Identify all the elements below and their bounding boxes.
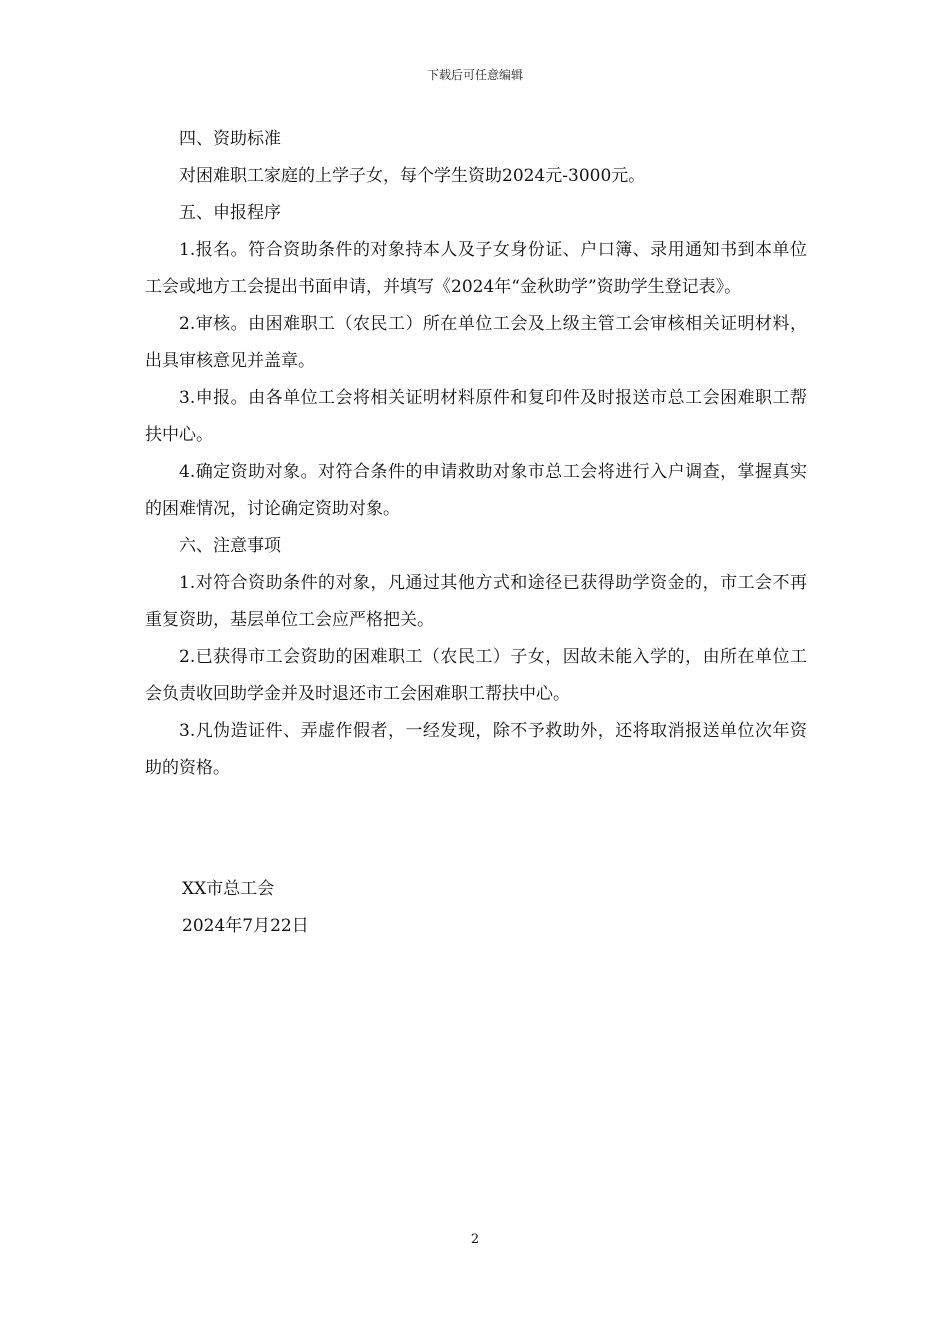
paragraph-determine-recipients: 4.确定资助对象。对符合条件的申请救助对象市总工会将进行入户调查，掌握真实的困难情况，讨论确定资助对象。 (145, 462, 807, 519)
section-heading-notes: 六、注意事项 (179, 536, 281, 556)
paragraph-submission: 3.申报。由各单位工会将相关证明材料原件和复印件及时报送市总工会困难职工帮扶中心。 (145, 388, 807, 445)
paragraph-registration: 1.报名。符合资助条件的对象持本人及子女身份证、户口簿、录用通知书到本单位工会或地方工会提出书面申请，并填写《2024年“金秋助学”资助学生登记表》。 (145, 240, 807, 297)
header-note: 下载后可任意编辑 (426, 68, 523, 82)
section-heading-funding-standard: 四、资助标准 (179, 129, 281, 149)
paragraph-review: 2.审核。由困难职工（农民工）所在单位工会及上级主管工会审核相关证明材料，出具审核意见并盖章。 (145, 314, 807, 371)
signature-organization: XX市总工会 (182, 879, 275, 899)
section-heading-application-procedure: 五、申报程序 (179, 203, 281, 223)
signature-block (182, 871, 309, 945)
paragraph-funding-amount: 对困难职工家庭的上学子女，每个学生资助2024元-3000元。 (179, 166, 646, 186)
paragraph-note-3: 3.凡伪造证件、弄虚作假者，一经发现，除不予救助外，还将取消报送单位次年资助的资格。 (145, 721, 807, 778)
paragraph-note-1: 1.对符合资助条件的对象，凡通过其他方式和途径已获得助学资金的，市工会不再重复资助，基层单位工会应严格把关。 (145, 573, 807, 630)
paragraph-note-2: 2.已获得市工会资助的困难职工（农民工）子女，因故未能入学的，由所在单位工会负责收回助学金并及时退还市工会困难职工帮扶中心。 (145, 647, 807, 704)
page-number: 2 (470, 1232, 480, 1247)
document-body (145, 121, 807, 787)
signature-date: 2024年7月22日 (182, 916, 309, 936)
